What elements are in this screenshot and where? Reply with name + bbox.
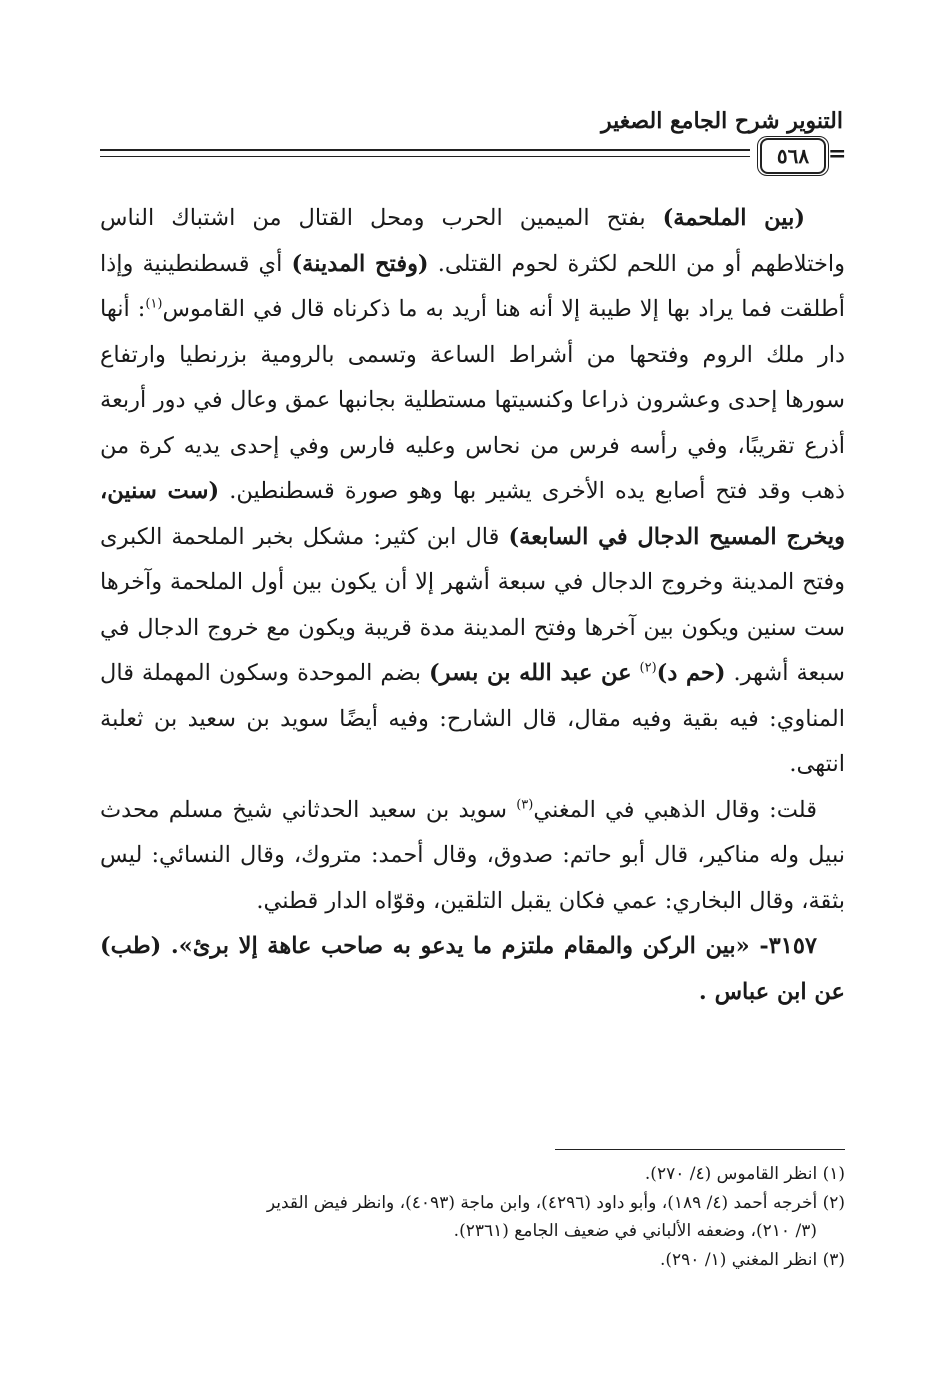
footnote-text-continued: (٣/ ٢١٠)، وضعفه الألباني في ضعيف الجامع (٢٣٦١).	[453, 1221, 817, 1241]
footnote	[100, 1160, 845, 1189]
matn-phrase: (ست سنين، ويخرج المسيح الدجال في السابعة)	[100, 478, 845, 550]
running-title: التنوير شرح الجامع الصغير	[601, 108, 843, 134]
footnote-separator	[555, 1149, 845, 1150]
hadith-entry	[100, 924, 845, 1015]
footnotes	[100, 1160, 845, 1274]
commentary-text: قال ابن كثير: مشكل بخبر الملحمة الكبرى وفتح المدينة وخروج الدجال في سبعة أشهر إلا أن يكون بين أول الملحمة وآخرها ست سنين ويكون بين آخرها وفتح المدينة مدة قريبة ويكون مع خروج الدجال في سبعة أشهر.	[100, 523, 846, 686]
matn-phrase: (بين الملحمة)	[662, 205, 805, 231]
main-text	[100, 196, 845, 1015]
commentary-text: سويد بن سعيد الحدثاني شيخ مسلم محدث نبيل وله مناكير، قال أبو حاتم: صدوق، وقال أحمد: متروك، وقال النسائي: ليس بثقة، وقال البخاري: عمي فكان يقبل التلقين، وقوّاه الدار قطني.	[100, 796, 845, 914]
page-number: ٥٦٨	[760, 138, 826, 174]
footnote-marker[interactable]: (١)	[145, 296, 163, 312]
footnote-text: (٢) أخرجه أحمد (٤/ ١٨٩)، وأبو داود (٤٢٩٦)، وابن ماجة (٤٠٩٣)، وانظر فيض القدير	[266, 1192, 845, 1213]
commentary-text: قلت: وقال الذهبي في المغني	[533, 796, 817, 823]
header-double-rule	[100, 149, 750, 157]
commentary-text: بفتح الميمين الحرب ومحل القتال من اشتباك الناس واختلاطهم أو من اللحم لكثرة لحوم القتلى.	[100, 205, 846, 277]
footnote	[100, 1246, 845, 1275]
commentary-text: بضم الموحدة وسكون المهملة قال المناوي: فيه بقية وفيه مقال، قال الشارح: وفيه أيضًا سويد بن سعيد بن ثعلبة انتهى.	[100, 660, 845, 777]
commentary-paragraph	[100, 788, 845, 925]
commentary-text: : أنها دار ملك الروم وفتحها من أشراط الساعة وتسمى بالرومية بزرنطيا وارتفاع سورها إحدى وعشرون ذراعا وكنسيتها مستطلية بجانبها عمق وعال في دور أربعة أذرع تقريبًا، وفي رأسه فرس من نحاس وعليه فارس وفي إحدى يديه كرة من ذهب وقد فتح أصابع يده الأخرى يشير بها وهو صورة قسطنطين.	[100, 296, 845, 504]
spacer	[632, 660, 640, 686]
header-equals-mark: =	[828, 141, 847, 167]
matn-phrase: (حم د)	[656, 660, 726, 686]
commentary-paragraph	[100, 196, 845, 788]
footnote-marker[interactable]: (٢)	[639, 660, 657, 676]
hadith-text: - «بين الركن والمقام ملتزم ما يدعو به صاحب عاهة إلا برئ». (طب) عن ابن عباس .	[100, 933, 845, 1005]
matn-phrase: عن عبد الله بن بسر)	[429, 660, 632, 686]
commentary-text: أي قسطنطينية وإذا أطلقت فما يراد بها إلا طيبة إلا أنه هنا أريد به ما ذكرناه قال في القاموس	[100, 250, 845, 322]
footnote-marker[interactable]: (٣)	[516, 797, 534, 812]
footnote	[100, 1189, 845, 1246]
footnote-text: (١) انظر القاموس (٤/ ٢٧٠).	[644, 1164, 845, 1184]
matn-phrase: (وفتح المدينة)	[291, 250, 429, 277]
hadith-number: ٣١٥٧	[768, 933, 817, 959]
footnote-text: (٣) انظر المغني (١/ ٢٩٠).	[659, 1249, 845, 1270]
